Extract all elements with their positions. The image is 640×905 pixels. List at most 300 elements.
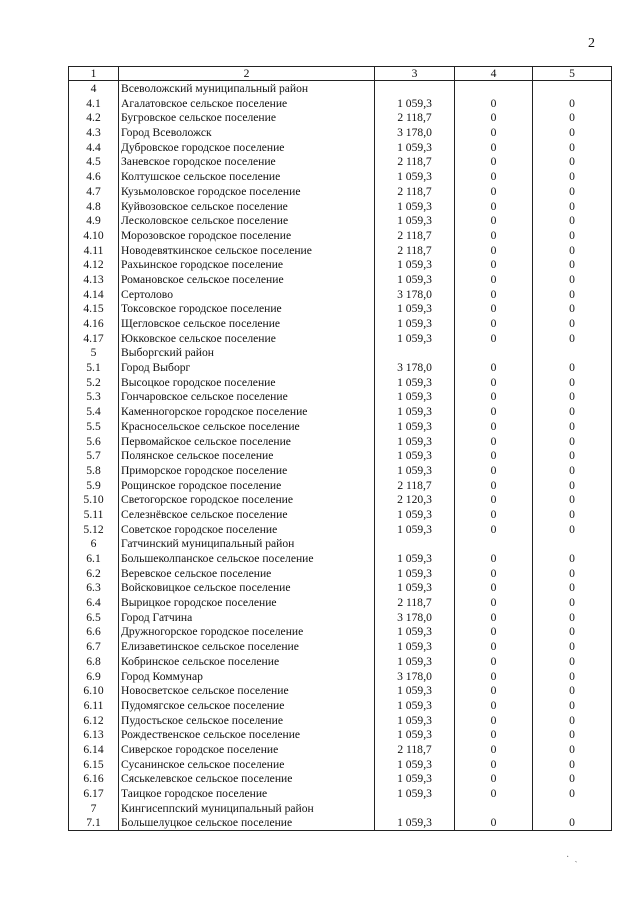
column-4-value: 0 <box>455 316 533 331</box>
column-4-value: 0 <box>455 551 533 566</box>
table-row <box>69 287 612 302</box>
column-5-value: 0 <box>533 140 612 155</box>
row-number: 5.12 <box>69 522 119 537</box>
row-number: 6.10 <box>69 684 119 699</box>
table-row <box>69 640 612 655</box>
row-number: 6.15 <box>69 757 119 772</box>
column-5-value: 0 <box>533 522 612 537</box>
amount-value: 1 059,3 <box>375 625 455 640</box>
column-4-value: 0 <box>455 595 533 610</box>
row-number: 5.6 <box>69 434 119 449</box>
row-number: 7 <box>69 801 119 816</box>
amount-value: 2 118,7 <box>375 478 455 493</box>
municipality-name: Каменногорское городское поселение <box>119 405 375 420</box>
municipality-name: Кузьмоловское городское поселение <box>119 184 375 199</box>
column-4-value: 0 <box>455 522 533 537</box>
column-4-value: 0 <box>455 184 533 199</box>
column-4-value: 0 <box>455 772 533 787</box>
table-body <box>69 81 612 831</box>
column-4-value: 0 <box>455 331 533 346</box>
column-4-value: 0 <box>455 713 533 728</box>
column-5-value: 0 <box>533 742 612 757</box>
column-5-value: 0 <box>533 125 612 140</box>
allocation-table <box>68 66 612 831</box>
table-header-row <box>69 67 612 81</box>
row-number: 5.4 <box>69 405 119 420</box>
table-row <box>69 728 612 743</box>
row-number: 5.2 <box>69 375 119 390</box>
amount-value: 1 059,3 <box>375 375 455 390</box>
table-row <box>69 493 612 508</box>
municipality-name: Юкковское сельское поселение <box>119 331 375 346</box>
municipality-name: Кобринское сельское поселение <box>119 654 375 669</box>
amount-value: 1 059,3 <box>375 698 455 713</box>
row-number: 4.5 <box>69 155 119 170</box>
column-5-value: 0 <box>533 272 612 287</box>
row-number: 6.9 <box>69 669 119 684</box>
table-row <box>69 125 612 140</box>
municipality-name: Приморское городское поселение <box>119 463 375 478</box>
column-5-value: 0 <box>533 669 612 684</box>
column-5-value: 0 <box>533 786 612 801</box>
amount-value: 1 059,3 <box>375 654 455 669</box>
table-row <box>69 302 612 317</box>
column-4-value: 0 <box>455 507 533 522</box>
column-4-value: 0 <box>455 581 533 596</box>
column-4-value <box>455 801 533 816</box>
column-5-value: 0 <box>533 816 612 831</box>
column-5-value <box>533 81 612 96</box>
row-number: 4.3 <box>69 125 119 140</box>
table-row <box>69 684 612 699</box>
table-row <box>69 228 612 243</box>
row-number: 4.1 <box>69 96 119 111</box>
column-4-value: 0 <box>455 493 533 508</box>
column-5-value: 0 <box>533 405 612 420</box>
municipality-name: Сяськелевское сельское поселение <box>119 772 375 787</box>
column-4-value: 0 <box>455 434 533 449</box>
row-number: 6.12 <box>69 713 119 728</box>
column-header: 3 <box>375 67 455 81</box>
row-number: 4.12 <box>69 258 119 273</box>
municipality-name: Селезнёвское сельское поселение <box>119 507 375 522</box>
row-number: 5.11 <box>69 507 119 522</box>
table-row <box>69 243 612 258</box>
table-row <box>69 801 612 816</box>
row-number: 6.4 <box>69 595 119 610</box>
row-number: 4.9 <box>69 214 119 229</box>
amount-value: 1 059,3 <box>375 522 455 537</box>
row-number: 5 <box>69 346 119 361</box>
table-row <box>69 419 612 434</box>
column-4-value: 0 <box>455 390 533 405</box>
municipality-name: Новодевяткинское сельское поселение <box>119 243 375 258</box>
municipality-name: Таицкое городское поселение <box>119 786 375 801</box>
row-number: 6.3 <box>69 581 119 596</box>
row-number: 5.8 <box>69 463 119 478</box>
row-number: 6.5 <box>69 610 119 625</box>
column-5-value: 0 <box>533 566 612 581</box>
amount-value: 3 178,0 <box>375 360 455 375</box>
amount-value <box>375 81 455 96</box>
column-4-value: 0 <box>455 742 533 757</box>
column-5-value: 0 <box>533 698 612 713</box>
column-4-value: 0 <box>455 566 533 581</box>
amount-value: 1 059,3 <box>375 390 455 405</box>
amount-value <box>375 537 455 552</box>
column-4-value: 0 <box>455 478 533 493</box>
amount-value: 1 059,3 <box>375 566 455 581</box>
row-number: 4.4 <box>69 140 119 155</box>
municipality-name: Рождественское сельское поселение <box>119 728 375 743</box>
column-header: 1 <box>69 67 119 81</box>
municipality-name: Веревское сельское поселение <box>119 566 375 581</box>
column-5-value: 0 <box>533 184 612 199</box>
column-4-value: 0 <box>455 625 533 640</box>
amount-value: 3 178,0 <box>375 669 455 684</box>
amount-value: 1 059,3 <box>375 331 455 346</box>
amount-value: 1 059,3 <box>375 463 455 478</box>
amount-value: 1 059,3 <box>375 316 455 331</box>
table-row <box>69 331 612 346</box>
municipality-name: Гатчинский муниципальный район <box>119 537 375 552</box>
table-row <box>69 698 612 713</box>
column-4-value: 0 <box>455 155 533 170</box>
table-row <box>69 463 612 478</box>
column-4-value: 0 <box>455 199 533 214</box>
municipality-name: Войсковицкое сельское поселение <box>119 581 375 596</box>
table-row <box>69 316 612 331</box>
table-row <box>69 199 612 214</box>
municipality-name: Полянское сельское поселение <box>119 449 375 464</box>
table-row <box>69 522 612 537</box>
row-number: 4.10 <box>69 228 119 243</box>
table-row <box>69 155 612 170</box>
municipality-name: Город Гатчина <box>119 610 375 625</box>
municipality-name: Новосветское сельское поселение <box>119 684 375 699</box>
municipality-name: Рощинское городское поселение <box>119 478 375 493</box>
amount-value: 3 178,0 <box>375 610 455 625</box>
row-number: 6.13 <box>69 728 119 743</box>
table-row <box>69 375 612 390</box>
column-4-value: 0 <box>455 463 533 478</box>
amount-value: 3 178,0 <box>375 125 455 140</box>
column-4-value: 0 <box>455 96 533 111</box>
municipality-name: Пудомягское сельское поселение <box>119 698 375 713</box>
column-5-value: 0 <box>533 258 612 273</box>
municipality-name: Вырицкое городское поселение <box>119 595 375 610</box>
amount-value: 1 059,3 <box>375 258 455 273</box>
table-row <box>69 595 612 610</box>
column-4-value: 0 <box>455 287 533 302</box>
column-4-value: 0 <box>455 728 533 743</box>
municipality-name: Рахьинское городское поселение <box>119 258 375 273</box>
amount-value: 1 059,3 <box>375 405 455 420</box>
amount-value: 1 059,3 <box>375 434 455 449</box>
column-4-value <box>455 537 533 552</box>
table-row <box>69 96 612 111</box>
column-4-value: 0 <box>455 698 533 713</box>
row-number: 6.2 <box>69 566 119 581</box>
amount-value: 2 118,7 <box>375 595 455 610</box>
municipality-name: Елизаветинское сельское поселение <box>119 640 375 655</box>
column-4-value: 0 <box>455 125 533 140</box>
amount-value: 1 059,3 <box>375 449 455 464</box>
column-5-value: 0 <box>533 595 612 610</box>
column-5-value <box>533 801 612 816</box>
row-number: 6.14 <box>69 742 119 757</box>
amount-value: 1 059,3 <box>375 96 455 111</box>
table-row <box>69 170 612 185</box>
column-5-value: 0 <box>533 610 612 625</box>
column-header: 4 <box>455 67 533 81</box>
row-number: 4.11 <box>69 243 119 258</box>
municipality-name: Морозовское городское поселение <box>119 228 375 243</box>
municipality-name: Высоцкое городское поселение <box>119 375 375 390</box>
column-4-value: 0 <box>455 111 533 126</box>
column-5-value: 0 <box>533 640 612 655</box>
column-4-value: 0 <box>455 654 533 669</box>
amount-value: 2 118,7 <box>375 155 455 170</box>
row-number: 6.1 <box>69 551 119 566</box>
scan-marks: · ˎ <box>566 852 578 863</box>
column-5-value: 0 <box>533 243 612 258</box>
column-5-value: 0 <box>533 214 612 229</box>
column-5-value <box>533 346 612 361</box>
table-row <box>69 405 612 420</box>
row-number: 4.6 <box>69 170 119 185</box>
amount-value: 1 059,3 <box>375 713 455 728</box>
column-5-value: 0 <box>533 155 612 170</box>
row-number: 6.6 <box>69 625 119 640</box>
page-number: 2 <box>588 36 595 51</box>
row-number: 4.15 <box>69 302 119 317</box>
table-row <box>69 610 612 625</box>
column-5-value: 0 <box>533 449 612 464</box>
row-number: 6.7 <box>69 640 119 655</box>
municipality-name: Выборгский район <box>119 346 375 361</box>
table-row <box>69 742 612 757</box>
amount-value: 1 059,3 <box>375 199 455 214</box>
column-5-value: 0 <box>533 713 612 728</box>
column-4-value: 0 <box>455 419 533 434</box>
amount-value: 1 059,3 <box>375 786 455 801</box>
column-4-value: 0 <box>455 816 533 831</box>
municipality-name: Пудостьское сельское поселение <box>119 713 375 728</box>
column-5-value: 0 <box>533 228 612 243</box>
column-5-value: 0 <box>533 390 612 405</box>
municipality-name: Агалатовское сельское поселение <box>119 96 375 111</box>
column-4-value: 0 <box>455 140 533 155</box>
column-5-value: 0 <box>533 331 612 346</box>
municipality-name: Бугровское сельское поселение <box>119 111 375 126</box>
amount-value: 1 059,3 <box>375 728 455 743</box>
column-5-value: 0 <box>533 478 612 493</box>
row-number: 6.17 <box>69 786 119 801</box>
table-row <box>69 581 612 596</box>
amount-value: 1 059,3 <box>375 170 455 185</box>
table-row <box>69 566 612 581</box>
table-row <box>69 654 612 669</box>
column-5-value: 0 <box>533 419 612 434</box>
municipality-name: Сусанинское сельское поселение <box>119 757 375 772</box>
row-number: 5.5 <box>69 419 119 434</box>
municipality-name: Всеволожский муниципальный район <box>119 81 375 96</box>
column-5-value: 0 <box>533 772 612 787</box>
column-5-value: 0 <box>533 302 612 317</box>
table-row <box>69 390 612 405</box>
table-row <box>69 272 612 287</box>
column-4-value: 0 <box>455 610 533 625</box>
column-4-value: 0 <box>455 669 533 684</box>
table-row <box>69 816 612 831</box>
amount-value: 2 118,7 <box>375 742 455 757</box>
municipality-name: Город Всеволожск <box>119 125 375 140</box>
column-5-value: 0 <box>533 507 612 522</box>
column-4-value: 0 <box>455 228 533 243</box>
amount-value: 1 059,3 <box>375 551 455 566</box>
amount-value: 2 118,7 <box>375 111 455 126</box>
column-5-value: 0 <box>533 170 612 185</box>
amount-value: 2 118,7 <box>375 243 455 258</box>
table-row <box>69 434 612 449</box>
amount-value: 1 059,3 <box>375 302 455 317</box>
row-number: 4.17 <box>69 331 119 346</box>
column-4-value: 0 <box>455 272 533 287</box>
column-4-value <box>455 346 533 361</box>
municipality-name: Первомайское сельское поселение <box>119 434 375 449</box>
amount-value: 1 059,3 <box>375 581 455 596</box>
municipality-name: Светогорское городское поселение <box>119 493 375 508</box>
table-row <box>69 537 612 552</box>
amount-value: 1 059,3 <box>375 214 455 229</box>
column-5-value: 0 <box>533 684 612 699</box>
column-4-value: 0 <box>455 302 533 317</box>
municipality-name: Советское городское поселение <box>119 522 375 537</box>
amount-value: 2 118,7 <box>375 228 455 243</box>
column-4-value: 0 <box>455 757 533 772</box>
municipality-name: Большеколпанское сельское поселение <box>119 551 375 566</box>
table-row <box>69 214 612 229</box>
table-row <box>69 507 612 522</box>
table-row <box>69 140 612 155</box>
column-5-value: 0 <box>533 434 612 449</box>
table-row <box>69 360 612 375</box>
municipality-name: Дружногорское городское поселение <box>119 625 375 640</box>
column-5-value: 0 <box>533 287 612 302</box>
column-4-value: 0 <box>455 405 533 420</box>
row-number: 6.11 <box>69 698 119 713</box>
column-5-value: 0 <box>533 199 612 214</box>
column-5-value: 0 <box>533 463 612 478</box>
column-4-value: 0 <box>455 375 533 390</box>
table-row <box>69 772 612 787</box>
table-row <box>69 346 612 361</box>
column-4-value: 0 <box>455 258 533 273</box>
column-5-value <box>533 537 612 552</box>
municipality-name: Город Коммунар <box>119 669 375 684</box>
column-5-value: 0 <box>533 96 612 111</box>
municipality-name: Токсовское городское поселение <box>119 302 375 317</box>
municipality-name: Сертолово <box>119 287 375 302</box>
row-number: 4 <box>69 81 119 96</box>
column-header: 5 <box>533 67 612 81</box>
table-row <box>69 786 612 801</box>
row-number: 4.2 <box>69 111 119 126</box>
amount-value: 1 059,3 <box>375 684 455 699</box>
amount-value: 2 120,3 <box>375 493 455 508</box>
amount-value: 1 059,3 <box>375 816 455 831</box>
municipality-name: Лесколовское сельское поселение <box>119 214 375 229</box>
column-header: 2 <box>119 67 375 81</box>
amount-value: 1 059,3 <box>375 507 455 522</box>
table-row <box>69 184 612 199</box>
column-5-value: 0 <box>533 360 612 375</box>
table-row <box>69 713 612 728</box>
column-4-value: 0 <box>455 214 533 229</box>
column-4-value: 0 <box>455 786 533 801</box>
row-number: 5.7 <box>69 449 119 464</box>
row-number: 5.1 <box>69 360 119 375</box>
amount-value <box>375 801 455 816</box>
table-row <box>69 111 612 126</box>
column-5-value: 0 <box>533 316 612 331</box>
row-number: 6.16 <box>69 772 119 787</box>
row-number: 4.13 <box>69 272 119 287</box>
column-4-value: 0 <box>455 449 533 464</box>
row-number: 4.16 <box>69 316 119 331</box>
amount-value: 1 059,3 <box>375 640 455 655</box>
row-number: 7.1 <box>69 816 119 831</box>
column-4-value: 0 <box>455 243 533 258</box>
row-number: 4.8 <box>69 199 119 214</box>
amount-value: 1 059,3 <box>375 140 455 155</box>
column-5-value: 0 <box>533 375 612 390</box>
municipality-name: Город Выборг <box>119 360 375 375</box>
municipality-name: Сиверское городское поселение <box>119 742 375 757</box>
municipality-name: Большелуцкое сельское поселение <box>119 816 375 831</box>
row-number: 5.10 <box>69 493 119 508</box>
table-row <box>69 551 612 566</box>
column-5-value: 0 <box>533 111 612 126</box>
municipality-name: Гончаровское сельское поселение <box>119 390 375 405</box>
table-row <box>69 669 612 684</box>
column-4-value: 0 <box>455 170 533 185</box>
row-number: 6 <box>69 537 119 552</box>
row-number: 6.8 <box>69 654 119 669</box>
column-4-value <box>455 81 533 96</box>
amount-value: 1 059,3 <box>375 772 455 787</box>
municipality-name: Кингисеппский муниципальный район <box>119 801 375 816</box>
table-row <box>69 449 612 464</box>
column-5-value: 0 <box>533 625 612 640</box>
column-5-value: 0 <box>533 551 612 566</box>
municipality-name: Колтушское сельское поселение <box>119 170 375 185</box>
amount-value <box>375 346 455 361</box>
column-4-value: 0 <box>455 684 533 699</box>
table-row <box>69 625 612 640</box>
column-5-value: 0 <box>533 728 612 743</box>
column-5-value: 0 <box>533 493 612 508</box>
table-row <box>69 757 612 772</box>
row-number: 4.7 <box>69 184 119 199</box>
row-number: 5.3 <box>69 390 119 405</box>
amount-value: 1 059,3 <box>375 272 455 287</box>
municipality-name: Дубровское городское поселение <box>119 140 375 155</box>
column-5-value: 0 <box>533 654 612 669</box>
municipality-name: Куйвозовское сельское поселение <box>119 199 375 214</box>
table-row <box>69 258 612 273</box>
